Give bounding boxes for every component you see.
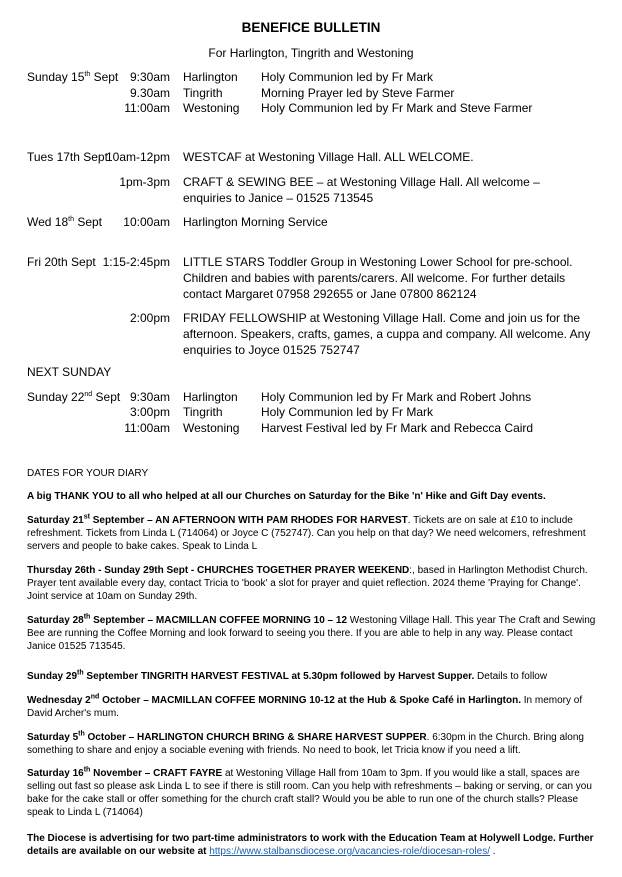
sunday1-place-1: Harlington [183,70,238,84]
sunday1-desc-3: Holy Communion led by Fr Mark and Steve Farmer [261,101,533,115]
fri-day: Fri 20th Sept [27,255,96,269]
sunday1-time-1: 9:30am [129,70,170,84]
tue-day: Tues 17th Sept [27,150,108,164]
wed-day: Wed 18th Sept [27,215,103,229]
fri-event-2-line-2: afternoon. Speakers, crafts, games, a cuppa and company. All welcome. Any [183,327,591,341]
sunday2-place-1: Harlington [183,390,238,404]
tue-event-1: WESTCAF at Westoning Village Hall. ALL WELCOME. [183,150,474,164]
tue-event-2-line-2: enquiries to Janice – 01525 713545 [183,191,374,205]
fri-event-2-line-1: FRIDAY FELLOWSHIP at Westoning Village Hall. Come and join us for the [183,311,581,325]
sunday1-day: Sunday 15th Sept [27,70,119,84]
sunday1-place-3: Westoning [183,101,240,115]
bulletin-title: BENEFICE BULLETIN [241,20,381,35]
wed-event: Harlington Morning Service [183,215,328,229]
diary-event-macmillan-28: Saturday 28th September – MACMILLAN COFFEE MORNING 10 – 12 Westoning Village Hall. This year The Craft and Sewing Bee are running the Coffee Morning and look forward to seeing you there. If you are able to help in any way. Please contact Janice 01525 713545. [27,613,596,652]
diary-thanks: A big THANK YOU to all who helped at all our Churches on Saturday for the Bike 'n' Hike and Gift Day events. [27,491,546,502]
sunday2-time-1: 9:30am [129,390,170,404]
fri-event-1-line-3: contact Margaret 07958 292655 or Jane 07800 862124 [183,287,477,301]
sunday1-desc-1: Holy Communion led by Fr Mark [261,70,434,84]
sunday2-desc-3: Harvest Festival led by Fr Mark and Rebecca Caird [261,421,534,435]
sunday2-desc-1: Holy Communion led by Fr Mark and Robert Johns [261,390,532,404]
sunday2-place-2: Tingrith [183,405,223,419]
diary-event-prayer-weekend: Thursday 26th - Sunday 29th Sept - CHURCHES TOGETHER PRAYER WEEKEND:, based in Harlington Methodist Church. Prayer tent available every day, contact Tricia to 'book' a slot for prayer and quiet reflection. 2024 theme 'Praying for Change'. Joint service at 10am on Sunday 29th. [27,565,588,602]
diary-event-craft-fayre: Saturday 16th November – CRAFT FAYRE at Westoning Village Hall from 10am to 3pm. If you would like a stall, spaces are selling out fast so please ask Linda L to see if there is still room. Can you help with refreshments – baking or serving, or can you bake for the cake stall or offer something for the church craft stall? Would you be able to run one of the church stalls? Please speak to Linda L (714064) [27,766,592,818]
bulletin-subtitle: For Harlington, Tingrith and Westoning [208,46,414,60]
tue-event-2-line-1: CRAFT & SEWING BEE – at Westoning Village Hall. All welcome – [183,175,540,189]
fri-time-2: 2:00pm [129,311,170,325]
diary-heading: DATES FOR YOUR DIARY [27,468,149,479]
sunday1-time-2: 9.30am [129,86,170,100]
diocese-vacancies-link[interactable]: https://www.stalbansdiocese.org/vacancies-role/diocesan-roles/ [209,846,490,857]
tue-time-1: 10am-12pm [105,150,170,164]
sunday1-desc-2: Morning Prayer led by Steve Farmer [261,86,455,100]
sunday2-desc-2: Holy Communion led by Fr Mark [261,405,434,419]
sunday2-time-3: 11:00am [124,421,170,435]
sunday2-day: Sunday 22nd Sept [27,390,121,404]
fri-event-2-line-3: enquiries to Joyce 01525 752747 [183,343,360,357]
diary-diocese-notice: The Diocese is advertising for two part-time administrators to work with the Education Team at Holywell Lodge. Further details are available on our website at https://www.stalbansdiocese.org/vacancies-role/diocesan-roles/ . [27,833,594,857]
wed-time: 10:00am [123,215,170,229]
sunday1-place-2: Tingrith [183,86,223,100]
diary-event-tingrith-harvest: Sunday 29th September TINGRITH HARVEST FESTIVAL at 5.30pm followed by Harvest Supper. Details to follow [27,669,548,682]
tue-time-2: 1pm-3pm [119,175,170,189]
diary-event-pam-rhodes: Saturday 21st September – AN AFTERNOON WITH PAM RHODES FOR HARVEST. Tickets are on sale at £10 to include refreshment. Tickets from Linda L (714064) or Joyce C (752747). Can you help on that day? We need welcomers, refreshment servers and people to bake cakes. Speak to Linda L [27,513,586,552]
next-sunday-heading: NEXT SUNDAY [27,365,112,379]
diary-event-harvest-supper: Saturday 5th October – HARLINGTON CHURCH BRING & SHARE HARVEST SUPPER. 6:30pm in the Church. Bring along something to share and enjoy a sociable evening with friends. No need to book, let Tricia know if you need a lift. [27,730,584,756]
fri-event-1-line-1: LITTLE STARS Toddler Group in Westoning Lower School for pre-school. [183,255,573,269]
sunday2-place-3: Westoning [183,421,240,435]
sunday2-time-2: 3:00pm [129,405,170,419]
diary-event-macmillan-oct: Wednesday 2nd October – MACMILLAN COFFEE MORNING 10-12 at the Hub & Spoke Café in Harlington. In memory of David Archer's mum. [27,693,583,719]
fri-event-1-line-2: Children and babies with parents/carers. All welcome. For further details [183,271,566,285]
sunday1-time-3: 11:00am [124,101,170,115]
fri-time-1: 1:15-2:45pm [102,255,170,269]
